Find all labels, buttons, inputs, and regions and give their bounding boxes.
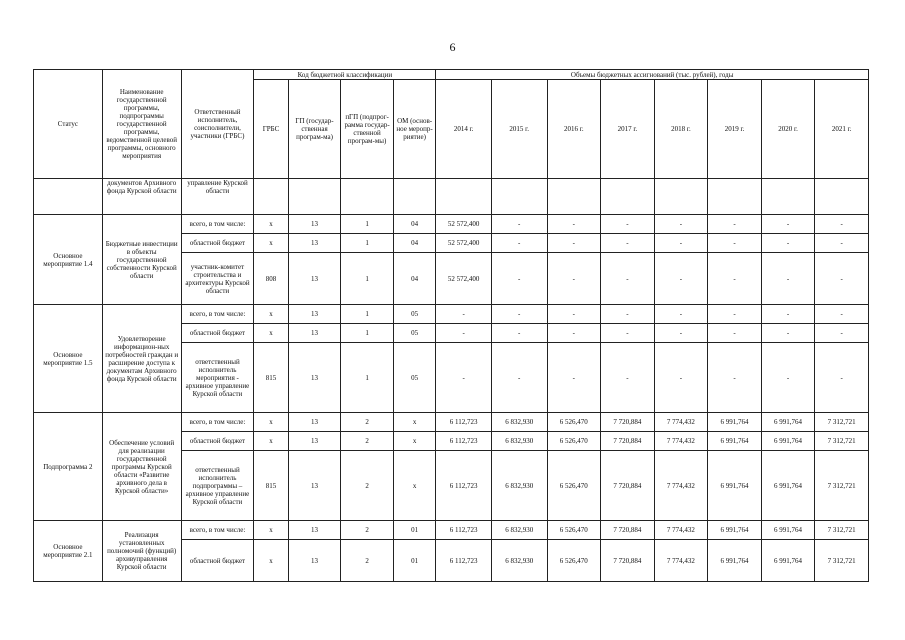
value-cell: - [815,234,869,253]
value-cell: - [654,253,708,305]
value-cell: 6 991,764 [761,432,815,451]
header-status: Статус [34,70,103,179]
value-cell: 6 112,723 [436,521,492,540]
value-cell: - [815,343,869,413]
header-year: 2018 г. [654,80,708,179]
header-year: 2014 г. [436,80,492,179]
value-cell: - [547,215,601,234]
status-cell: Основное мероприятие 1.5 [34,305,103,413]
table-row [34,521,869,540]
om-cell: 04 [393,215,435,234]
pgp-cell: 1 [341,234,394,253]
pgp-cell: 1 [341,305,394,324]
pgp-cell: 2 [341,413,394,432]
header-om: ОМ (основ-ное меропр-риятие) [393,80,435,179]
responsible-cell: областной бюджет [181,540,254,582]
header-name: Наименование государственной программы, подпрограммы государственной программы, ведомственной целевой программы, основного мероприятия [102,70,181,179]
value-cell: 6 526,470 [547,540,601,582]
value-cell: 7 312,721 [815,432,869,451]
value-cell: 7 312,721 [815,413,869,432]
value-cell: 6 991,764 [708,540,762,582]
om-cell: 05 [393,324,435,343]
empty-cell [654,179,708,215]
table-row [34,215,869,234]
value-cell: 7 774,432 [654,413,708,432]
empty-cell [288,179,341,215]
value-cell: 7 774,432 [654,432,708,451]
header-budget-code: Код бюджетной классификации [254,70,436,80]
budget-table [33,69,869,582]
value-cell: - [708,234,762,253]
value-cell: 6 112,723 [436,413,492,432]
value-cell: - [654,215,708,234]
value-cell: - [547,253,601,305]
value-cell: 52 572,400 [436,253,492,305]
pgp-cell: 1 [341,253,394,305]
value-cell: - [601,343,655,413]
header-year: 2021 г. [815,80,869,179]
page-number: 6 [449,40,456,54]
name-cell: Бюджетные инвестиции в объекты государственной собственности Курской области [102,215,181,305]
gp-cell: 13 [288,343,341,413]
value-cell: - [601,305,655,324]
value-cell: 6 526,470 [547,521,601,540]
responsible-cell: всего, в том числе: [181,413,254,432]
responsible-cell: областной бюджет [181,234,254,253]
empty-cell [341,179,394,215]
value-cell: - [761,343,815,413]
pgp-cell: 2 [341,432,394,451]
pgp-cell: 2 [341,521,394,540]
value-cell: - [708,324,762,343]
gp-cell: 13 [288,540,341,582]
value-cell: - [491,215,547,234]
value-cell: - [547,305,601,324]
om-cell: 01 [393,540,435,582]
value-cell: 6 991,764 [761,451,815,521]
responsible-cell: ответственный исполнитель подпрограммы – архивное управление Курской области [181,451,254,521]
gp-cell: 13 [288,215,341,234]
value-cell: 6 526,470 [547,413,601,432]
status-cell: Подпрограмма 2 [34,413,103,521]
value-cell: 7 720,884 [601,451,655,521]
value-cell: 7 774,432 [654,451,708,521]
value-cell: - [547,343,601,413]
header-volume: Объемы бюджетных ассигнований (тыс. рублей), годы [436,70,869,80]
value-cell: 6 112,723 [436,540,492,582]
empty-cell [708,179,762,215]
value-cell: - [708,343,762,413]
value-cell: 7 720,884 [601,432,655,451]
pgp-cell: 1 [341,343,394,413]
gp-cell: 13 [288,521,341,540]
value-cell: 6 112,723 [436,451,492,521]
value-cell: - [654,343,708,413]
value-cell: 52 572,400 [436,215,492,234]
name-cell: Обеспечение условий для реализации государственной программы Курской области «Развитие архивного дела в Курской области» [102,413,181,521]
gp-cell: 13 [288,413,341,432]
grbs-cell: х [254,432,288,451]
value-cell: - [815,305,869,324]
grbs-cell: 815 [254,451,288,521]
value-cell: - [654,305,708,324]
responsible-cell: областной бюджет [181,324,254,343]
continuation-row [34,179,869,215]
value-cell: 7 774,432 [654,521,708,540]
value-cell: 7 312,721 [815,540,869,582]
empty-cell [547,179,601,215]
cont-responsible-cell: управление Курской области [181,179,254,215]
value-cell: 6 991,764 [761,521,815,540]
status-cell: Основное мероприятие 2.1 [34,521,103,582]
value-cell: 6 991,764 [708,451,762,521]
empty-cell [815,179,869,215]
value-cell: - [547,324,601,343]
header-year: 2017 г. [601,80,655,179]
value-cell: - [436,324,492,343]
value-cell: - [491,253,547,305]
value-cell: 6 526,470 [547,432,601,451]
value-cell: 7 312,721 [815,451,869,521]
om-cell: 04 [393,234,435,253]
om-cell: 01 [393,521,435,540]
name-cell: Удовлетворение информацион-ных потребностей граждан и расширение доступа к документам Архивного фонда Курской области [102,305,181,413]
value-cell: - [601,215,655,234]
value-cell: 6 112,723 [436,432,492,451]
value-cell: - [815,253,869,305]
value-cell: - [654,324,708,343]
value-cell: 6 991,764 [761,413,815,432]
value-cell: 6 991,764 [708,413,762,432]
value-cell: - [815,324,869,343]
om-cell: х [393,451,435,521]
grbs-cell: х [254,413,288,432]
grbs-cell: 808 [254,253,288,305]
grbs-cell: х [254,305,288,324]
grbs-cell: х [254,324,288,343]
value-cell: - [547,234,601,253]
empty-cell [761,179,815,215]
value-cell: - [654,234,708,253]
header-grbs: ГРБС [254,80,288,179]
pgp-cell: 2 [341,540,394,582]
grbs-cell: х [254,540,288,582]
header-year: 2019 г. [708,80,762,179]
responsible-cell: всего, в том числе: [181,305,254,324]
om-cell: 05 [393,305,435,324]
grbs-cell: х [254,215,288,234]
empty-cell [491,179,547,215]
value-cell: 7 312,721 [815,521,869,540]
gp-cell: 13 [288,451,341,521]
value-cell: - [491,324,547,343]
value-cell: - [491,234,547,253]
responsible-cell: областной бюджет [181,432,254,451]
header-gp: ГП (государ-ственная програм-ма) [288,80,341,179]
empty-cell [393,179,435,215]
value-cell: - [761,234,815,253]
gp-cell: 13 [288,305,341,324]
value-cell: - [815,215,869,234]
value-cell: - [761,253,815,305]
empty-cell [601,179,655,215]
gp-cell: 13 [288,324,341,343]
value-cell: 6 832,930 [491,540,547,582]
pgp-cell: 2 [341,451,394,521]
value-cell: - [601,324,655,343]
value-cell: 6 832,930 [491,521,547,540]
header-pgp: пГП (подпрог-рамма государ-ственной програм-мы) [341,80,394,179]
value-cell: 52 572,400 [436,234,492,253]
value-cell: - [436,343,492,413]
gp-cell: 13 [288,234,341,253]
table-row [34,305,869,324]
om-cell: 05 [393,343,435,413]
value-cell: - [761,324,815,343]
gp-cell: 13 [288,253,341,305]
header-responsible: Ответственный исполнитель, соисполнители, участники (ГРБС) [181,70,254,179]
value-cell: - [761,305,815,324]
grbs-cell: 815 [254,343,288,413]
value-cell: 7 720,884 [601,540,655,582]
value-cell: 6 832,930 [491,451,547,521]
table-row [34,413,869,432]
value-cell: - [708,253,762,305]
value-cell: 7 774,432 [654,540,708,582]
gp-cell: 13 [288,432,341,451]
responsible-cell: всего, в том числе: [181,215,254,234]
grbs-cell: х [254,521,288,540]
value-cell: - [708,215,762,234]
value-cell: 6 832,930 [491,432,547,451]
value-cell: - [491,305,547,324]
empty-cell [436,179,492,215]
value-cell: 7 720,884 [601,521,655,540]
header-year: 2015 г. [491,80,547,179]
responsible-cell: ответственный исполнитель мероприятия - архивное управление Курской области [181,343,254,413]
status-cell: Основное мероприятие 1.4 [34,215,103,305]
cont-name-cell: документов Архивного фонда Курской области [102,179,181,215]
value-cell: - [708,305,762,324]
value-cell: - [761,215,815,234]
value-cell: - [601,234,655,253]
pgp-cell: 1 [341,324,394,343]
value-cell: 7 720,884 [601,413,655,432]
value-cell: 6 991,764 [708,521,762,540]
value-cell: - [601,253,655,305]
om-cell: х [393,413,435,432]
name-cell: Реализация установленных полномочий (функций) архивуправления Курской области [102,521,181,582]
value-cell: 6 526,470 [547,451,601,521]
value-cell: 6 991,764 [761,540,815,582]
responsible-cell: участник-комитет строительства и архитектуры Курской области [181,253,254,305]
header-year: 2020 г. [761,80,815,179]
om-cell: 04 [393,253,435,305]
value-cell: - [436,305,492,324]
grbs-cell: х [254,234,288,253]
value-cell: - [491,343,547,413]
om-cell: х [393,432,435,451]
header-year: 2016 г. [547,80,601,179]
empty-cell [254,179,288,215]
value-cell: 6 832,930 [491,413,547,432]
responsible-cell: всего, в том числе: [181,521,254,540]
cont-status-cell [34,179,103,215]
value-cell: 6 991,764 [708,432,762,451]
pgp-cell: 1 [341,215,394,234]
